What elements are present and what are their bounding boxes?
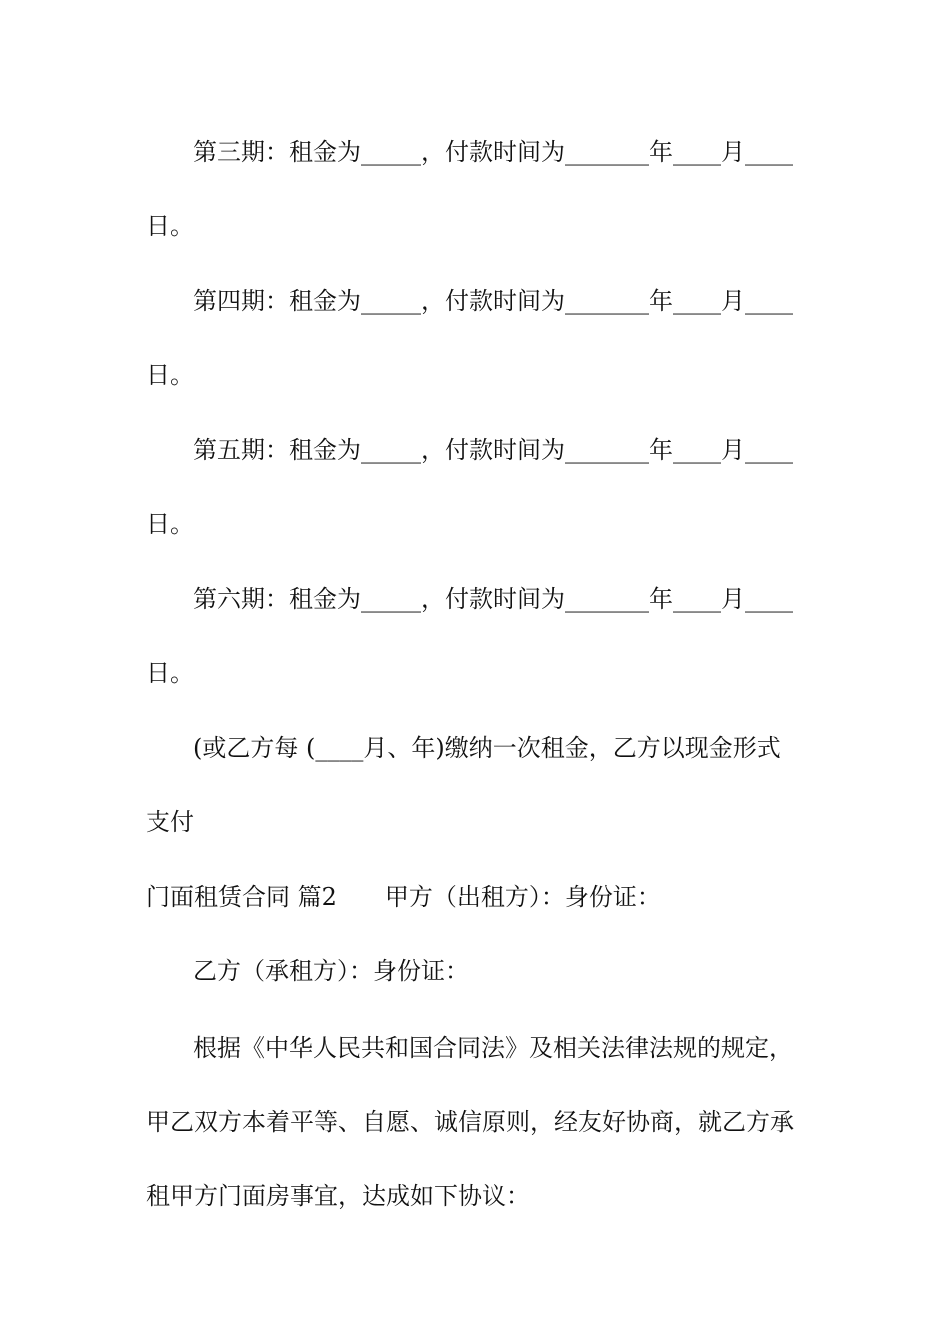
period-5-line: 第五期：租金为_____，付款时间为_______年____月____ xyxy=(193,436,793,464)
contract-heading-line xyxy=(146,882,816,912)
period-6-day: 日。 xyxy=(146,659,194,687)
period-4-day: 日。 xyxy=(146,361,194,389)
payment-frequency-line: (或乙方每 (____月、年)缴纳一次租金，乙方以现金形式 xyxy=(193,734,781,762)
period-5-day: 日。 xyxy=(146,510,194,538)
payment-method-line: 支付 xyxy=(146,808,194,836)
period-3-day: 日。 xyxy=(146,212,194,240)
period-3-line: 第三期：租金为_____，付款时间为_______年____月____ xyxy=(193,138,793,166)
period-4-line: 第四期：租金为_____，付款时间为_______年____月____ xyxy=(193,287,793,315)
period-6-line: 第六期：租金为_____，付款时间为_______年____月____ xyxy=(193,585,793,613)
paragraph-line-2: 甲乙双方本着平等、自愿、诚信原则，经友好协商，就乙方承 xyxy=(146,1108,794,1136)
section-title: 门面租赁合同 篇2 xyxy=(146,883,337,911)
party-a-line: 甲方（出租方）：身份证： xyxy=(384,883,661,911)
party-b-line: 乙方（承租方）：身份证： xyxy=(193,957,469,985)
paragraph-line-1: 根据《中华人民共和国合同法》及相关法律法规的规定， xyxy=(193,1034,793,1062)
paragraph-line-3: 租甲方门面房事宜，达成如下协议： xyxy=(146,1182,530,1210)
